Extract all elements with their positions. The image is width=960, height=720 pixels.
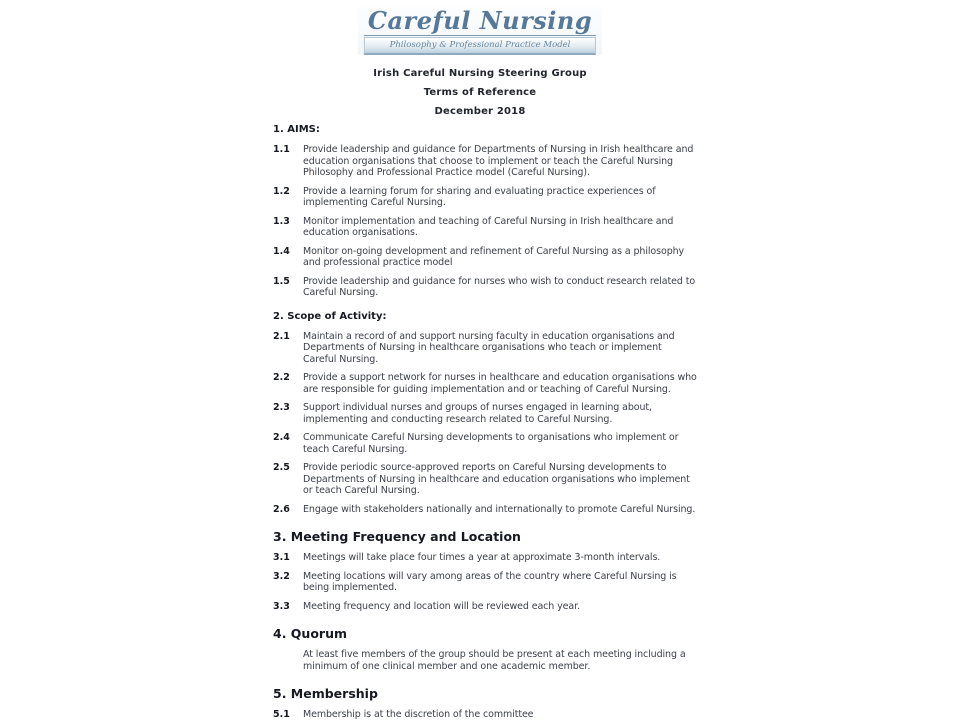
header-date: December 2018 <box>434 106 526 117</box>
list-item <box>273 462 697 497</box>
document-body <box>273 124 697 720</box>
item-text: Meeting locations will vary among areas of the country where Careful Nursing is being implemented. <box>303 570 677 593</box>
item-text: Membership is at the discretion of the committee <box>303 709 534 720</box>
item-text: Provide leadership and guidance for Departments of Nursing in Irish healthcare and education organisations that choose to implement or teach the Careful Nursing Philosophy and Professional Practice model (Careful Nursing). <box>303 144 694 178</box>
section-heading: 1. AIMS: <box>273 124 320 135</box>
list-item <box>273 186 697 209</box>
list-item <box>273 276 697 299</box>
item-text: Support individual nurses and groups of nurses engaged in learning about, implementing and conducting research related to Careful Nursing. <box>303 402 652 425</box>
list-item <box>273 552 697 564</box>
item-number: 2.6 <box>273 503 290 515</box>
item-number: 5.1 <box>273 709 290 720</box>
section-items <box>273 709 697 720</box>
item-text: Meeting frequency and location will be reviewed each year. <box>303 600 580 612</box>
item-number: 2.2 <box>273 372 290 383</box>
item-number: 3.1 <box>273 552 290 563</box>
list-item <box>273 571 697 594</box>
header-doc-title: Terms of Reference <box>423 87 537 98</box>
section <box>273 627 697 672</box>
list-item <box>273 709 697 720</box>
item-number: 1.5 <box>273 275 290 287</box>
list-item <box>273 246 697 269</box>
item-text: Provide leadership and guidance for nurses who wish to conduct research related to Careful Nursing. <box>303 275 696 298</box>
item-number: 2.3 <box>273 402 290 413</box>
item-text: Provide a learning forum for sharing and evaluating practice experiences of implementing Careful Nursing. <box>303 185 656 208</box>
section-heading: 5. Membership <box>273 686 378 701</box>
list-item <box>273 331 697 366</box>
item-number: 3.3 <box>273 600 290 612</box>
section-items <box>273 144 697 299</box>
section <box>273 311 697 516</box>
section <box>273 530 697 612</box>
list-item <box>273 372 697 395</box>
list-item <box>273 649 697 672</box>
item-number: 2.5 <box>273 462 290 473</box>
item-text: Monitor implementation and teaching of Careful Nursing in Irish healthcare and education organisations. <box>303 215 674 238</box>
item-number: 3.2 <box>273 570 290 582</box>
item-number: 1.2 <box>273 185 290 197</box>
list-item <box>273 216 697 239</box>
section-heading: 2. Scope of Activity: <box>273 310 387 322</box>
header-group-title: Irish Careful Nursing Steering Group <box>373 68 587 79</box>
item-text: Monitor on-going development and refinement of Careful Nursing as a philosophy and professional practice model <box>303 245 685 268</box>
list-item <box>273 504 697 516</box>
item-text: Provide a support network for nurses in healthcare and education organisations who are responsible for guiding implementation and or teaching of Careful Nursing. <box>303 372 697 395</box>
section-heading: 3. Meeting Frequency and Location <box>273 529 521 544</box>
list-item <box>273 402 697 425</box>
item-number: 1.1 <box>273 144 290 155</box>
logo-subtitle: Philosophy & Professional Practice Model <box>364 37 596 55</box>
section-items <box>273 331 697 516</box>
list-item <box>273 432 697 455</box>
item-text: At least five members of the group should be present at each meeting including a minimum of one clinical member and one academic member. <box>303 649 686 672</box>
item-number: 2.1 <box>273 330 290 342</box>
item-number: 1.4 <box>273 245 290 257</box>
item-text: Meetings will take place four times a year at approximate 3-month intervals. <box>303 552 661 563</box>
item-text: Communicate Careful Nursing developments to organisations who implement or teach Careful Nursing. <box>303 432 679 455</box>
item-text: Provide periodic source-approved reports on Careful Nursing developments to Departments of Nursing in healthcare and education organisations who implement or teach Careful Nursing. <box>303 462 690 496</box>
logo-title: Careful Nursing <box>364 8 596 36</box>
item-text: Maintain a record of and support nursing faculty in education organisations and Departments of Nursing in healthcare organisations who teach or implement Careful Nursing. <box>303 330 675 365</box>
document-header <box>0 68 960 125</box>
section-heading: 4. Quorum <box>273 626 347 641</box>
list-item <box>273 601 697 613</box>
careful-nursing-logo <box>358 6 602 55</box>
section <box>273 124 697 299</box>
list-item <box>273 144 697 179</box>
item-number: 2.4 <box>273 432 290 443</box>
section-items <box>273 552 697 612</box>
item-text: Engage with stakeholders nationally and internationally to promote Careful Nursing. <box>303 503 696 515</box>
section <box>273 687 697 720</box>
item-number: 1.3 <box>273 215 290 227</box>
section-items <box>273 649 697 672</box>
